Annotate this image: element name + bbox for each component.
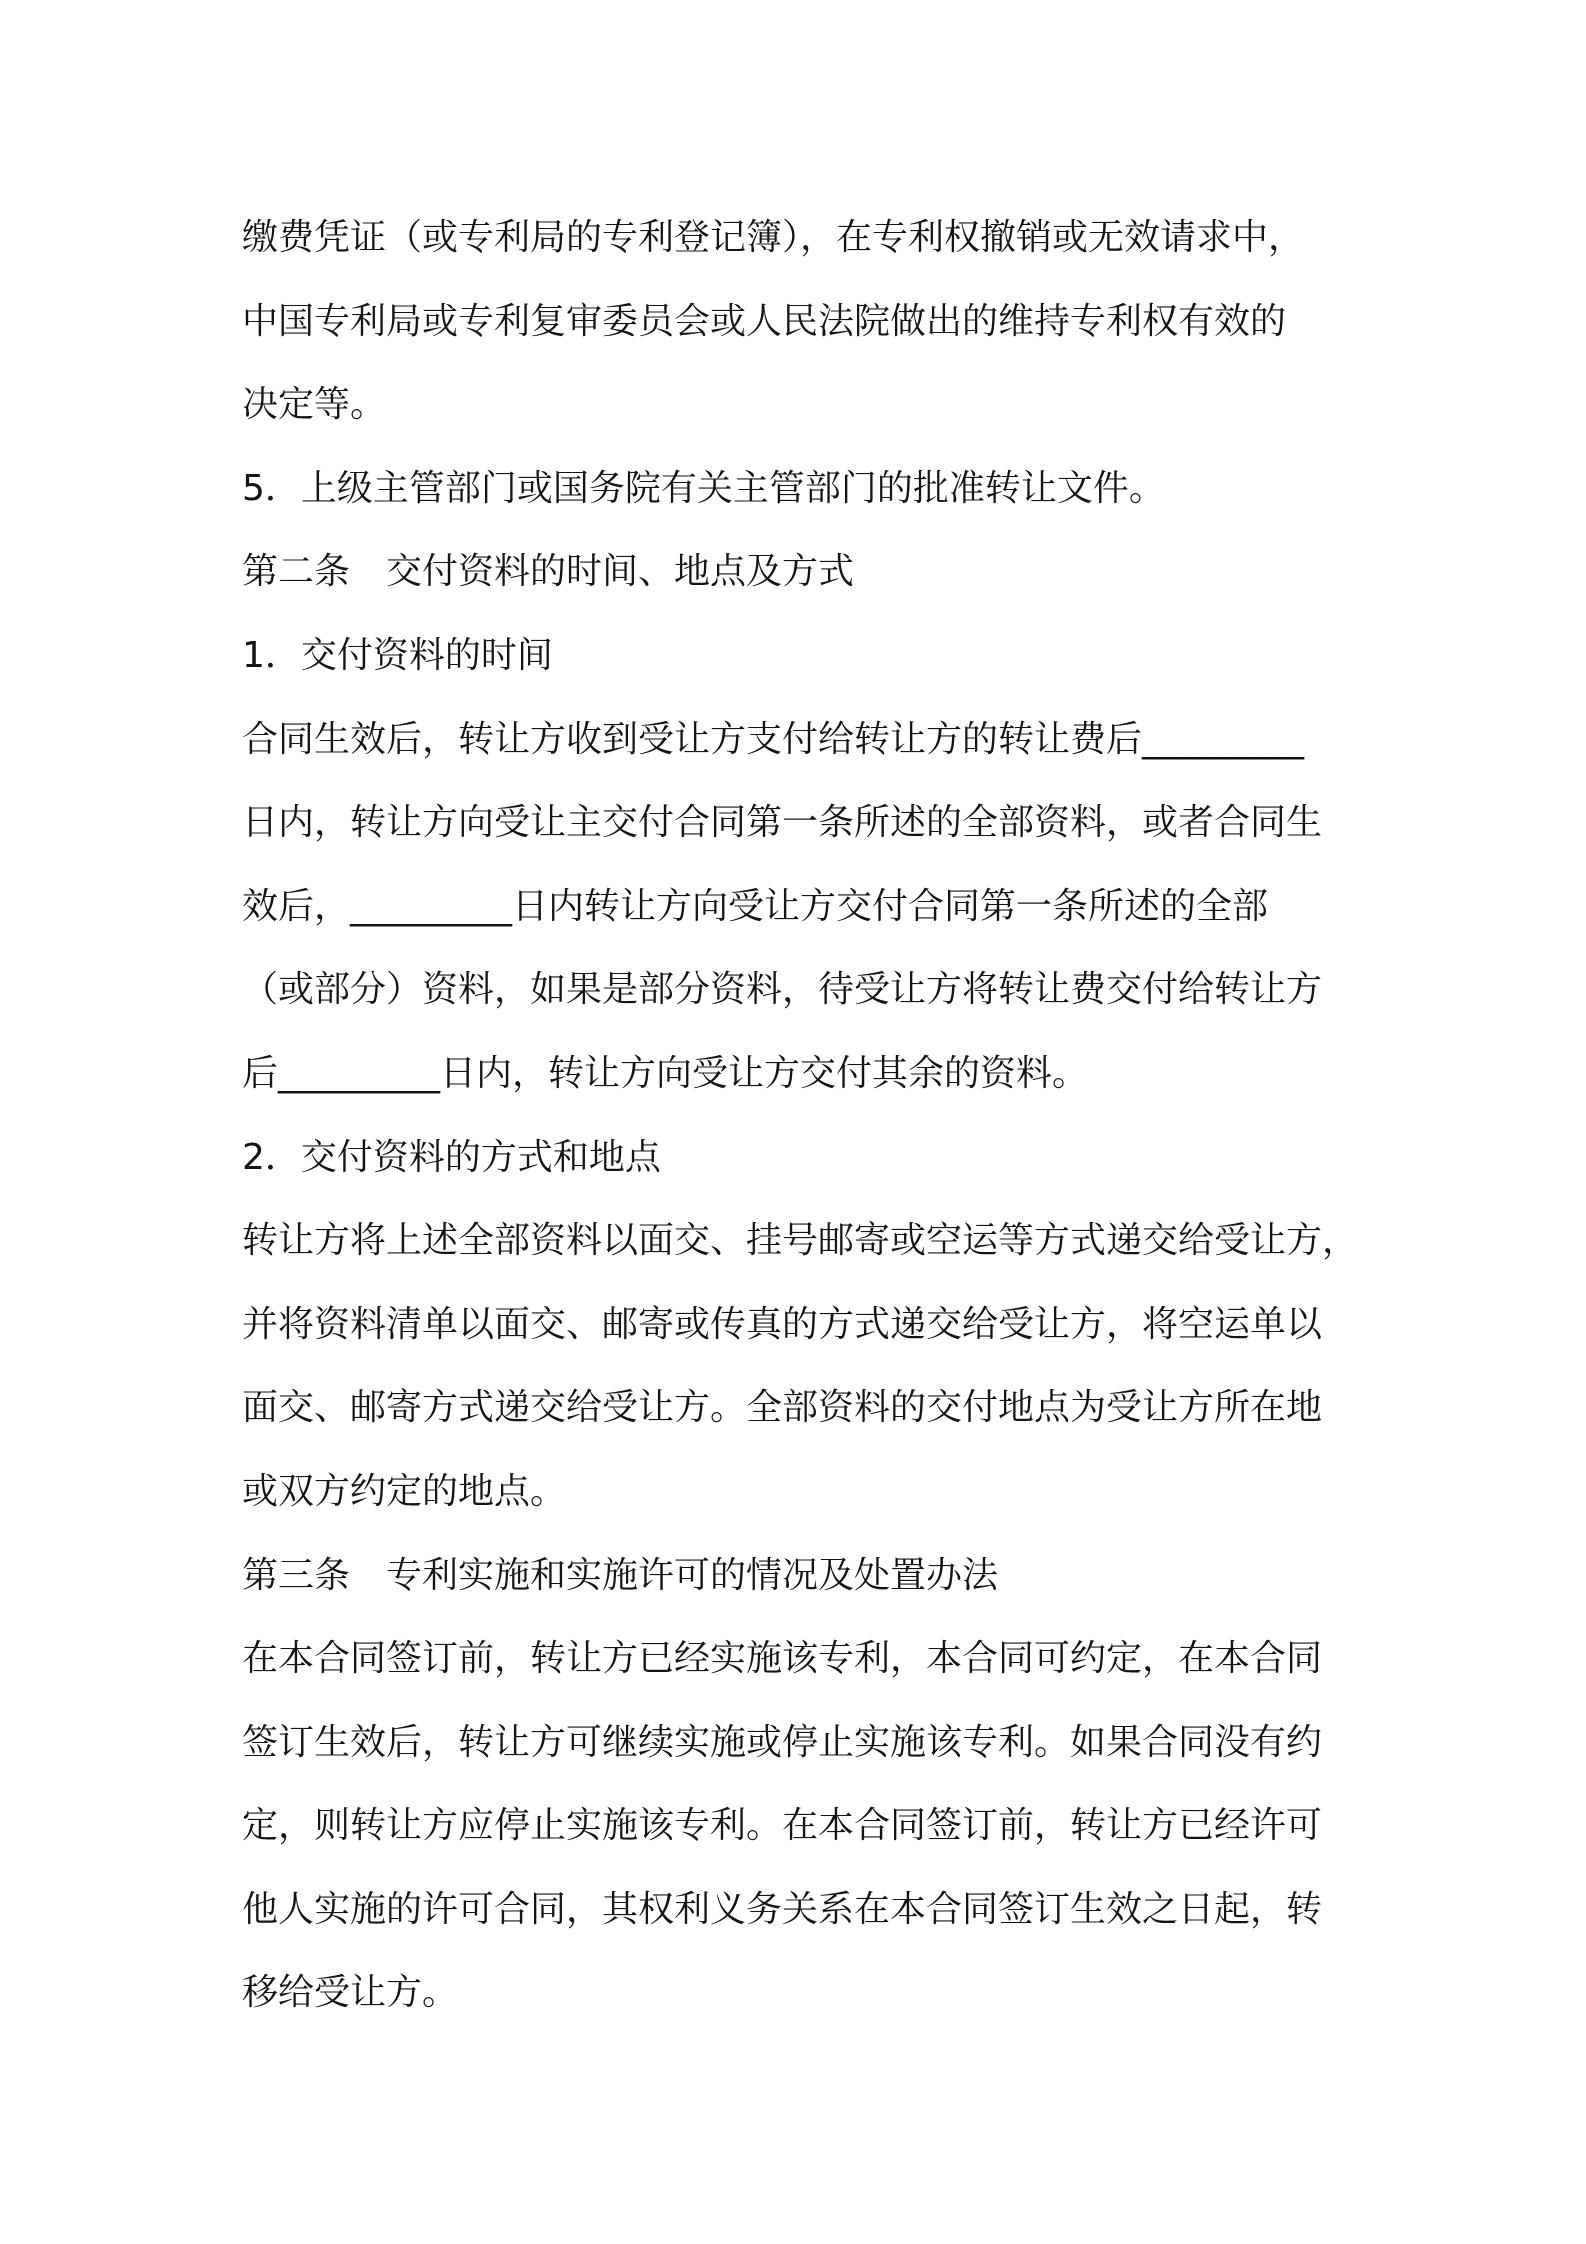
- numbered-item: 5．上级主管部门或国务院有关主管部门的批准转让文件。: [242, 467, 1165, 509]
- article-heading: 第三条 专利实施和实施许可的情况及处置办法: [242, 1554, 999, 1596]
- text-line: 或双方约定的地点。: [242, 1470, 567, 1512]
- text-line: 后_________日内，转让方向受让方交付其余的资料。: [242, 1052, 1089, 1094]
- text-line: 签订生效后，转让方可继续实施或停止实施该专利。如果合同没有约: [242, 1721, 1323, 1763]
- text-line: 合同生效后，转让方收到受让方支付给转让方的转让费后_________: [242, 718, 1305, 760]
- section-heading: 2．交付资料的方式和地点: [242, 1136, 661, 1178]
- section-heading: 1．交付资料的时间: [242, 634, 553, 676]
- text-line: 决定等。: [242, 384, 387, 426]
- text-line: 并将资料清单以面交、邮寄或传真的方式递交给受让方，将空运单以: [242, 1303, 1323, 1345]
- text-line: 中国专利局或专利复审委员会或人民法院做出的维持专利权有效的: [242, 300, 1287, 342]
- text-line: 缴费凭证（或专利局的专利登记簿），在专利权撤销或无效请求中，: [242, 217, 1305, 258]
- contract-text: [242, 196, 1372, 2035]
- text-line: 他人实施的许可合同，其权利义务关系在本合同签订生效之日起，转: [242, 1888, 1323, 1930]
- text-line: 在本合同签订前，转让方已经实施该专利，本合同可约定，在本合同: [242, 1638, 1323, 1680]
- text-line: 定，则转让方应停止实施该专利。在本合同签订前，转让方已经许可: [242, 1805, 1323, 1847]
- text-line: 日内，转让方向受让主交付合同第一条所述的全部资料，或者合同生: [242, 802, 1323, 844]
- text-line: 转让方将上述全部资料以面交、挂号邮寄或空运等方式递交给受让方，: [242, 1220, 1359, 1262]
- text-line: 移给受让方。: [242, 1972, 459, 2014]
- text-line: 效后，_________日内转让方向受让方交付合同第一条所述的全部: [242, 885, 1269, 927]
- text-line: （或部分）资料，如果是部分资料，待受让方将转让费交付给转让方: [242, 969, 1323, 1011]
- text-line: 面交、邮寄方式递交给受让方。全部资料的交付地点为受让方所在地: [242, 1387, 1323, 1429]
- article-heading: 第二条 交付资料的时间、地点及方式: [242, 551, 855, 593]
